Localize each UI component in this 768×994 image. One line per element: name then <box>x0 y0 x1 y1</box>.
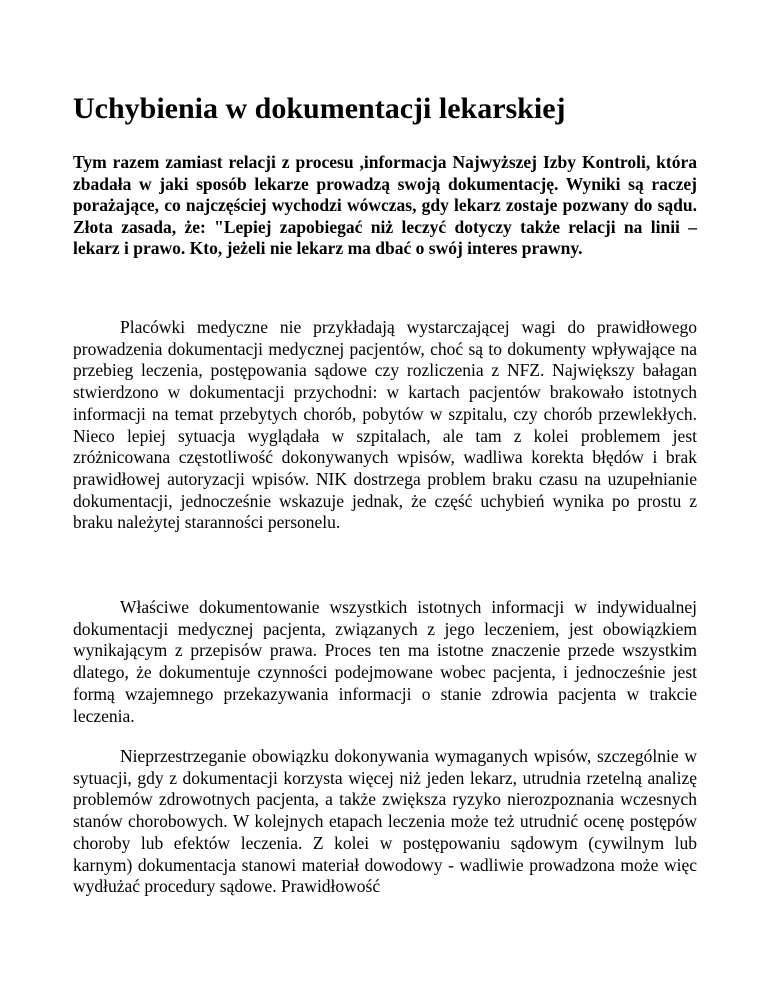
lead-paragraph: Tym razem zamiast relacji z procesu ,informacja Najwyższej Izby Kontroli, która zbadała w jaki sposób lekarze prowadzą swoją dokumentację. Wyniki są raczej porażające, co najczęściej wychodzi wówczas, gdy lekarz zostaje pozwany do sądu. Złota zasada, że: "Lepiej zapobiegać niż leczyć dotyczy także relacji na linii – lekarz i prawo. Kto, jeżeli nie lekarz ma dbać o swój interes prawny. <box>73 152 697 258</box>
body-paragraph: Właściwe dokumentowanie wszystkich istotnych informacji w indywidualnej dokumentacji medycznej pacjenta, związanych z jego leczeniem, jest obowiązkiem wynikającym z przepisów prawa. Proces ten ma istotne znaczenie przede wszystkim dlatego, że dokumentuje czynności podejmowane wobec pacjenta, i jednocześnie jest formą wzajemnego przekazywania informacji o stanie zdrowia pacjenta w trakcie leczenia. <box>73 597 697 726</box>
body-paragraph: Placówki medyczne nie przykładają wystarczającej wagi do prawidłowego prowadzenia dokumentacji medycznej pacjentów, choć są to dokumenty wpływające na przebieg leczenia, postępowania sądowe czy rozliczenia z NFZ. Największy bałagan stwierdzono w dokumentacji przychodni: w kartach pacjentów brakowało istotnych informacji na temat przebytych chorób, pobytów w szpitalu, czy chorób przewlekłych. Nieco lepiej sytuacja wyglądała w szpitalach, ale tam z kolei problemem jest zróżnicowana częstotliwość dokonywanych wpisów, wadliwa korekta błędów i brak prawidłowej autoryzacji wpisów. NIK dostrzega problem braku czasu na uzupełnianie dokumentacji, jednocześnie wskazuje jednak, że część uchybień wynika po prostu z braku należytej staranności personelu. <box>73 317 697 533</box>
body-paragraph: Nieprzestrzeganie obowiązku dokonywania wymaganych wpisów, szczególnie w sytuacji, gdy z dokumentacji korzysta więcej niż jeden lekarz, utrudnia rzetelną analizę problemów zdrowotnych pacjenta, a także zwiększa ryzyko nierozpoznania wczesnych stanów chorobowych. W kolejnych etapach leczenia może też utrudnić ocenę postępów choroby lub efektów leczenia. Z kolei w postępowaniu sądowym (cywilnym lub karnym) dokumentacja stanowi materiał dowodowy - wadliwie prowadzona może więc wydłużać procedury sądowe. Prawidłowość <box>73 746 697 897</box>
document-title: Uchybienia w dokumentacji lekarskiej <box>73 92 566 125</box>
